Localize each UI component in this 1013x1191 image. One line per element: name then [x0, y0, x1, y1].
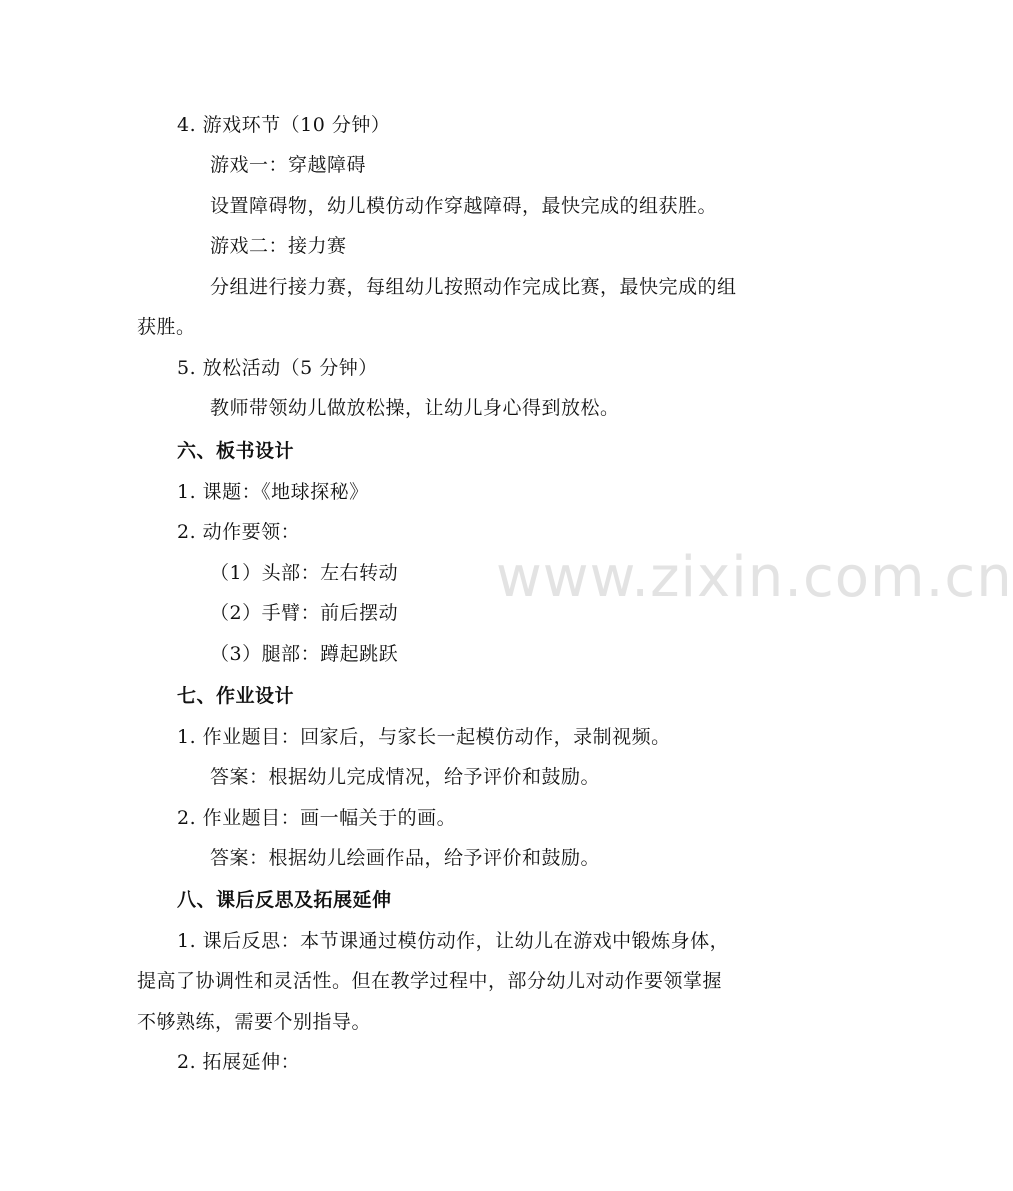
game-two-description: 分组进行接力赛，每组幼儿按照动作完成比赛，最快完成的组 [210, 276, 737, 298]
section-heading-board-design: 六、板书设计 [177, 440, 295, 462]
list-item-game-section: 4. 游戏环节（10 分钟） [177, 114, 391, 136]
homework-answer-one: 答案：根据幼儿完成情况，给予评价和鼓励。 [210, 766, 601, 788]
game-two-title: 游戏二：接力赛 [210, 235, 347, 257]
list-item-topic: 1. 课题：《地球探秘》 [177, 481, 369, 503]
key-point-head: （1）头部：左右转动 [210, 562, 399, 584]
homework-item-one: 1. 作业题目：回家后，与家长一起模仿动作，录制视频。 [177, 726, 671, 748]
list-item-key-points: 2. 动作要领： [177, 521, 301, 543]
homework-answer-two: 答案：根据幼儿绘画作品，给予评价和鼓励。 [210, 847, 601, 869]
section-heading-reflection: 八、课后反思及拓展延伸 [177, 889, 392, 911]
game-one-description: 设置障碍物，幼儿模仿动作穿越障碍，最快完成的组获胜。 [210, 195, 718, 217]
list-item-extension: 2. 拓展延伸： [177, 1051, 301, 1073]
reflection-paragraph-line-2: 提高了协调性和灵活性。但在教学过程中，部分幼儿对动作要领掌握 [137, 970, 723, 992]
watermark: www.zixin.com.cn [496, 545, 1013, 610]
list-item-relax-section: 5. 放松活动（5 分钟） [177, 357, 378, 379]
key-point-legs: （3）腿部：蹲起跳跃 [210, 643, 399, 665]
homework-item-two: 2. 作业题目：画一幅关于的画。 [177, 807, 457, 829]
reflection-paragraph-line-3: 不够熟练，需要个别指导。 [137, 1011, 372, 1033]
section-heading-homework: 七、作业设计 [177, 685, 295, 707]
game-two-description-continued: 获胜。 [137, 316, 196, 338]
game-one-title: 游戏一：穿越障碍 [210, 154, 367, 176]
relax-description: 教师带领幼儿做放松操，让幼儿身心得到放松。 [210, 397, 620, 419]
reflection-paragraph-line-1: 1. 课后反思：本节课通过模仿动作，让幼儿在游戏中锻炼身体， [177, 930, 730, 952]
key-point-arms: （2）手臂：前后摆动 [210, 602, 399, 624]
